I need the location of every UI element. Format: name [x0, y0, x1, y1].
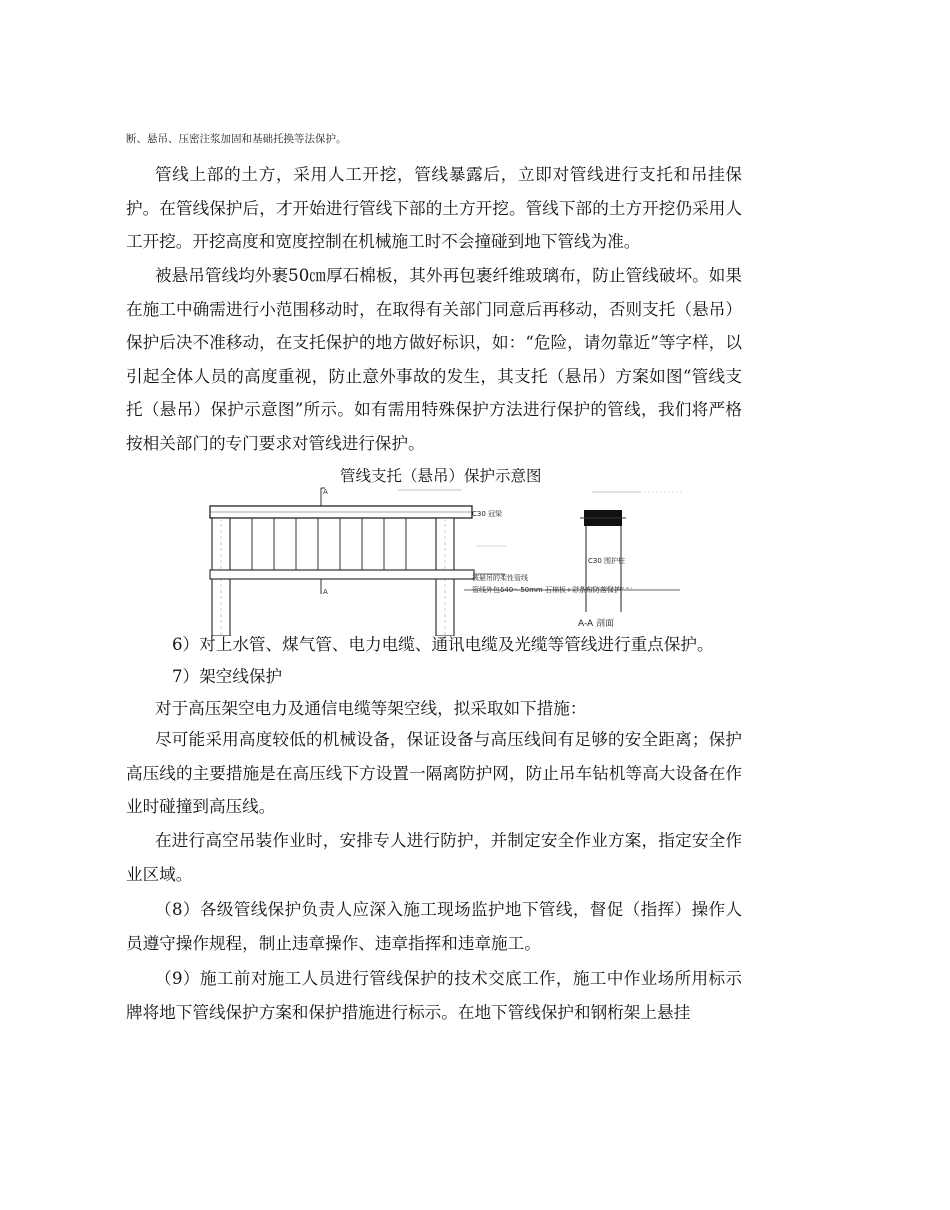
section-label-a-top: A [323, 488, 328, 496]
hanger-rods [252, 518, 406, 574]
top-fragment: 断、悬吊、压密注浆加固和基础托换等法保护。 [126, 133, 347, 145]
paragraph-2: 被悬吊管线均外裹50㎝厚石棉板，其外再包裹纤维玻璃布，防止管线破坏。如果在施工中确需进行小范围移动时，在取得有关部门同意后再移动，否则支托（悬吊）保护后决不准移动，在支托保护的地方做好标识，如：“危险，请勿靠近”等字样，以引起全体人员的高度重视，防止意外事故的发生，其支托（悬吊）方案如图“管线支托（悬吊）保护示意图”所示。如有需用特殊保护方法进行保护的管线，我们将严格按相关部门的专门要求对管线进行保护。 [126, 266, 742, 453]
item-7: 7）架空线保护 [172, 667, 283, 686]
label-pipe: 被悬吊的柔性管线 [472, 574, 528, 582]
label-section: A-A 剖面 [578, 619, 615, 629]
paragraph-6: （8）各级管线保护负责人应深入施工现场监护地下管线，督促（指挥）操作人员遵守操作规程，制止违章操作、违章指挥和违章施工。 [126, 900, 742, 953]
figure-title: 管线支托（悬吊）保护示意图 [340, 467, 542, 485]
paragraph-1: 管线上部的土方，采用人工开挖，管线暴露后，立即对管线进行支托和吊挂保护。在管线保护后，才开始进行管线下部的土方开挖。管线下部的土方开挖仍采用人工开挖。开挖高度和宽度控制在机械施工时不会撞碰到地下管线为准。 [126, 165, 742, 252]
paragraph-4: 尽可能采用高度较低的机械设备，保证设备与高压线间有足够的安全距离；保护高压线的主要措施是在高压线下方设置一隔离防护网，防止吊车钻机等高大设备在作业时碰撞到高压线。 [126, 730, 742, 817]
pipeline-support-diagram [200, 484, 700, 636]
item-6: 6）对上水管、煤气管、电力电缆、通讯电缆及光缆等管线进行重点保护。 [172, 635, 714, 654]
label-pile: C30 围护桩 [588, 557, 626, 565]
suspended-pipe [210, 570, 474, 579]
section-label-a-bottom: A [323, 588, 328, 596]
label-crown-beam: C30 冠梁 [472, 510, 503, 518]
paragraph-7: （9）施工前对施工人员进行管线保护的技术交底工作，施工中作业场所用标示牌将地下管线保护方案和保护措施进行标示。在地下管线保护和钢桁架上悬挂 [126, 969, 742, 1022]
label-wrap: 管线外包δ40～50mm 石棉板+彩条布防落保护 [472, 586, 621, 594]
paragraph-3: 对于高压架空电力及通信电缆等架空线，拟采取如下措施： [155, 699, 587, 718]
paragraph-5: 在进行高空吊装作业时，安排专人进行防护，并制定安全作业方案，指定安全作业区域。 [126, 831, 742, 884]
